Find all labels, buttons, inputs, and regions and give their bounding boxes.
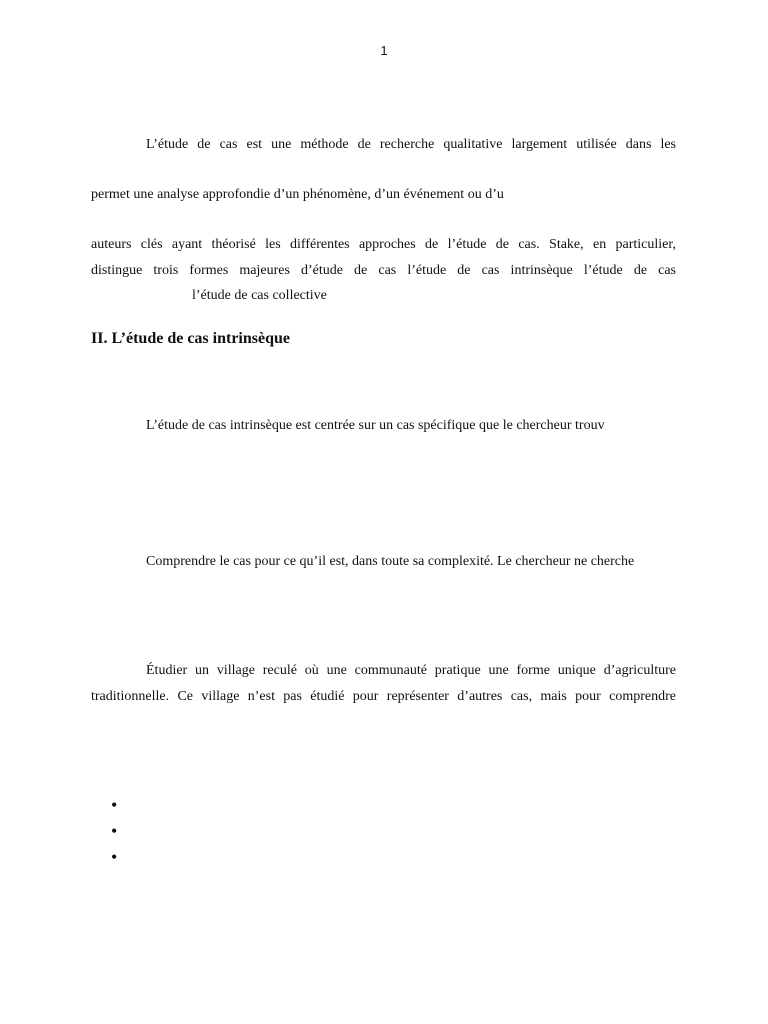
paragraph-1-line-1: L’étude de cas est une méthode de recherche qualitative largement utilisée dans les	[146, 137, 676, 152]
paragraph-1-line-2: permet une analyse approfondie d’un phénomène, d’un événement ou d’u	[91, 187, 504, 202]
section-heading: II. L’étude de cas intrinsèque	[91, 330, 290, 347]
paragraph-2: L’étude de cas intrinsèque est centrée sur un cas spécifique que le chercheur trouv	[146, 418, 605, 433]
bullet-list	[111, 796, 117, 874]
paragraph-4-line-1: Étudier un village reculé où une communauté pratique une forme unique d’agriculture	[146, 663, 676, 678]
bullet-icon: •	[111, 795, 118, 815]
paragraph-1-line-3: auteurs clés ayant théorisé les différentes approches de l’étude de cas. Stake, en particulier,	[91, 237, 676, 252]
bullet-item	[111, 796, 117, 822]
paragraph-4-line-2: traditionnelle. Ce village n’est pas étudié pour représenter d’autres cas, mais pour comprendre	[91, 689, 676, 704]
bullet-icon: •	[111, 821, 118, 841]
bullet-icon: •	[111, 847, 118, 867]
bullet-item	[111, 822, 117, 848]
bullet-item	[111, 848, 117, 874]
paragraph-1-line-5: l’étude de cas collective	[192, 288, 327, 303]
page-number: 1	[380, 43, 388, 58]
paragraph-3: Comprendre le cas pour ce qu’il est, dans toute sa complexité. Le chercheur ne cherche	[146, 554, 635, 569]
paragraph-1-line-4: distingue trois formes majeures d’étude de cas l’étude de cas intrinsèque l’étude de cas	[91, 263, 676, 278]
